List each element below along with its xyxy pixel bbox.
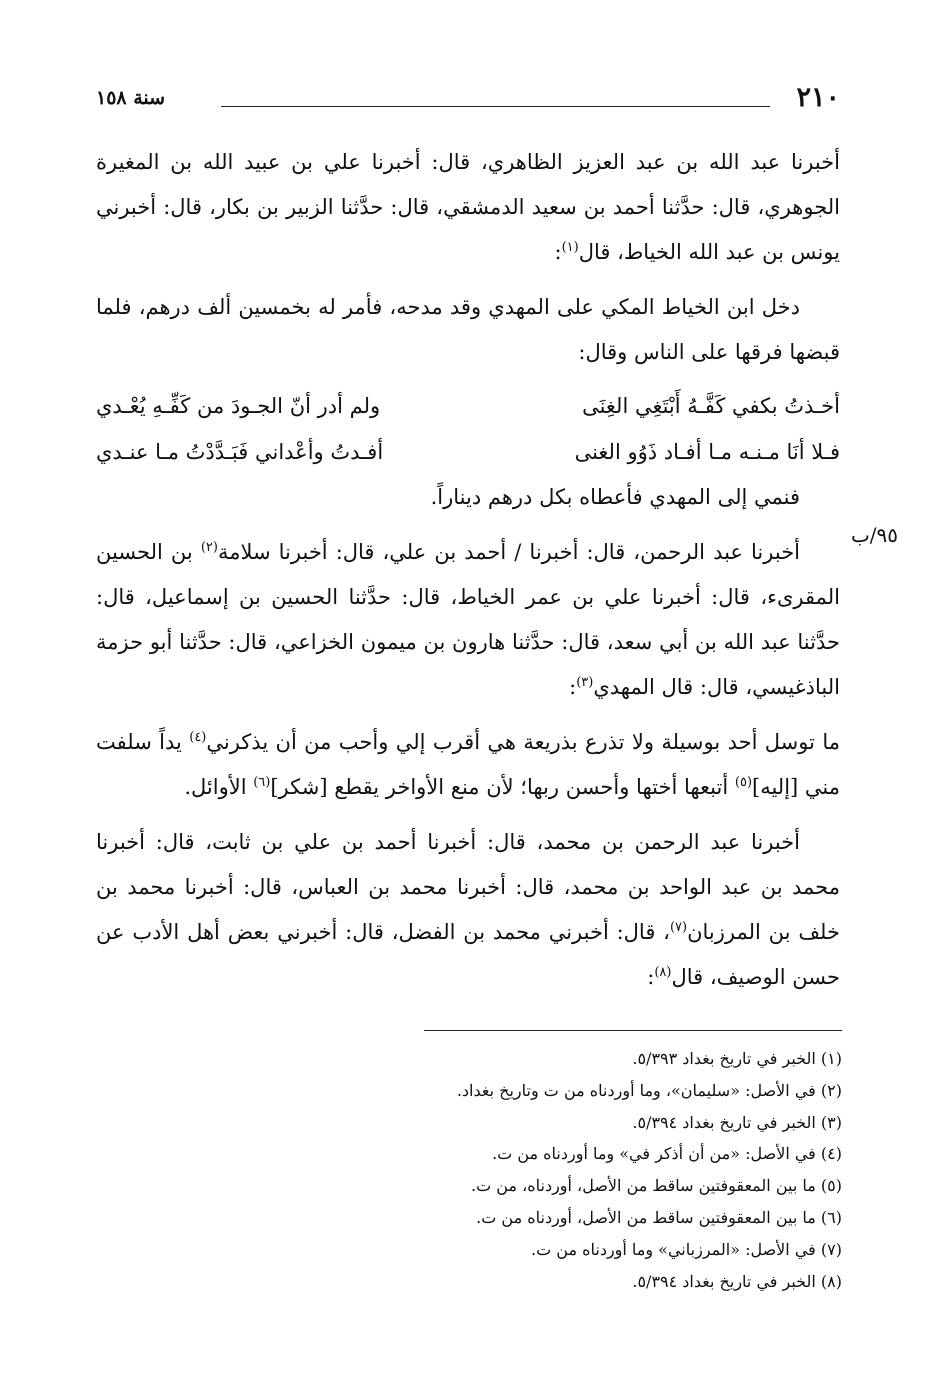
footnote-5: (٥) ما بين المعقوفتين ساقط من الأصل، أوردناه، من ت. xyxy=(471,1176,842,1196)
paragraph-4-text-a: ما توسل أحد بوسيلة ولا تذرع بذريعة هي أقرب إلي وأحب من أن يذكرني xyxy=(206,730,840,754)
paragraph-5-text-b: ، قال: أخبرني محمد بن الفضل، قال: أخبرني بعض أهل الأدب عن حسن الوصيف، قال xyxy=(96,920,840,989)
paragraph-5-text-a: أخبرنا عبد الرحمن بن محمد، قال: أخبرنا أحمد بن علي بن ثابت، قال: أخبرنا محمد بن عبد الواحد بن محمد، قال: أخبرنا محمد بن العباس، قال: أخبرنا محمد بن خلف بن المرزبان xyxy=(96,830,840,944)
footnote-ref-7: (٧) xyxy=(669,920,688,935)
footnote-ref-3: (٣) xyxy=(576,675,594,690)
footnote-ref-8: (٨) xyxy=(654,965,672,980)
footnote-ref-2: (٢) xyxy=(200,540,218,555)
verse-first-hemistich: فـلا أنَا مـنـه مـا أفـاد ذَوُو الغنى xyxy=(574,440,840,464)
verse-line xyxy=(96,383,840,429)
paragraph-2: دخل ابن الخياط المكي على المهدي وقد مدحه، فأمر له بخمسين ألف درهم، فلما قبضها فرقها على الناس وقال: xyxy=(96,295,840,364)
footnote-1: (١) الخبر في تاريخ بغداد ٥/٣٩٣. xyxy=(632,1049,842,1068)
paragraph-1: أخبرنا عبد الله بن عبد العزيز الظاهري، قال: أخبرنا علي بن عبيد الله بن المغيرة الجوهري، قال: حدَّثنا أحمد بن سعيد الدمشقي، قال: حدَّثنا الزبير بن بكار، قال: أخبرني يونس بن عبد الله الخياط، قال$^{(١)}$: xyxy=(96,150,840,264)
footnote-3: (٣) الخبر في تاريخ بغداد ٥/٣٩٤. xyxy=(632,1112,842,1132)
paragraph-3-text-b: بن الحسين المقرىء، قال: أخبرنا علي بن عمر الخياط، قال: حدَّثنا الحسين بن إسماعيل، قال: حدَّثنا عبد الله بن أبي سعد، قال: حدَّثنا هارون بن ميمون الخزاعي، قال: حدَّثنا أبو حزمة الباذغيسي، قال: قال المهدي xyxy=(96,540,840,699)
footnote-8: (٨) الخبر في تاريخ بغداد ٥/٣٩٤. xyxy=(632,1271,842,1291)
verse-after-text: فنمي إلى المهدي فأعطاه بكل درهم ديناراً. xyxy=(430,485,800,509)
verse-second-hemistich: ولم أدر أنّ الجـودَ من كَفِّـهِ يُعْـدي xyxy=(96,394,381,418)
verse-line xyxy=(96,429,840,475)
footnote-ref-5: (٥) xyxy=(734,775,753,790)
footnote-6: (٦) ما بين المعقوفتين ساقط من الأصل، أوردناه من ت. xyxy=(476,1207,842,1227)
paragraph-5: أخبرنا عبد الرحمن بن محمد، قال: أخبرنا أحمد بن علي بن ثابت، قال: أخبرنا محمد بن عبد الواحد بن محمد، قال: أخبرنا محمد بن العباس، قال: أخبرنا محمد بن خلف بن المرزبان$^{(٧)}$، قال: أخبرني محمد بن الفضل، قال: أخبرني بعض أهل الأدب عن حسن الوصيف، قال$^{(٨)}$: xyxy=(96,830,840,989)
footnote-7: (٧) في الأصل: «المرزباني» وما أوردناه من ت. xyxy=(531,1239,842,1259)
paragraph-4-text-b: يداً سلفت مني [إليه] xyxy=(96,730,840,799)
paragraph-4 xyxy=(96,720,840,810)
margin-folio-note: ٩٥/ب xyxy=(850,523,898,547)
footnote-4: (٤) في الأصل: «من أن أذكر في» وما أوردناه من ت. xyxy=(492,1144,842,1164)
main-text xyxy=(96,140,840,1000)
paragraph-4-text-c: أتبعها أختها وأحسن ربها؛ لأن منع الأواخر يقطع [شكر] xyxy=(270,775,735,799)
paragraph-3: أخبرنا عبد الرحمن، قال: أخبرنا / أحمد بن علي، قال: أخبرنا سلامة$^{(٢)}$ بن الحسين المقرىء، قال: أخبرنا علي بن عمر الخياط، قال: حدَّثنا الحسين بن إسماعيل، قال: حدَّثنا عبد الله بن أبي سعد، قال: حدَّثنا هارون بن ميمون الخزاعي، قال: حدَّثنا أبو حزمة الباذغيسي، قال: قال المهدي$^{(٣)}$: xyxy=(96,540,840,699)
page-header xyxy=(96,82,840,122)
paragraph-3-text-a: أخبرنا عبد الرحمن، قال: أخبرنا / أحمد بن علي، قال: أخبرنا سلامة xyxy=(217,540,801,564)
footnote-separator xyxy=(424,1030,842,1031)
footnote-ref-6: (٦) xyxy=(253,775,271,790)
poem xyxy=(96,383,840,520)
verse-first-hemistich: أخـذتُ بكفي كَفَّـهُ أَبْتَغِي الغِنَى xyxy=(582,394,840,418)
footnote-2: (٢) في الأصل: «سليمان»، وما أوردناه من ت وتاريخ بغداد. xyxy=(456,1080,842,1100)
header-rule xyxy=(221,106,770,107)
page-number: ٢١٠ xyxy=(796,82,840,113)
paragraph-4-text-d: الأوائل. xyxy=(184,775,254,799)
verse-second-hemistich: أفـدتُ وأعْداني فَبَـدَّدْتُ مـا عنـدي xyxy=(96,440,384,464)
paragraph-1-text: أخبرنا عبد الله بن عبد العزيز الظاهري، قال: أخبرنا علي بن عبيد الله بن المغيرة الجوهري، قال: حدَّثنا أحمد بن سعيد الدمشقي، قال: حدَّثنا الزبير بن بكار، قال: أخبرني يونس بن عبد الله الخياط، قال xyxy=(96,150,840,264)
running-head-year: سنة ١٥٨ xyxy=(96,87,166,109)
footnotes xyxy=(98,1043,842,1297)
footnote-ref-4: (٤) xyxy=(189,730,207,745)
footnote-ref-1: (١) xyxy=(561,240,579,255)
